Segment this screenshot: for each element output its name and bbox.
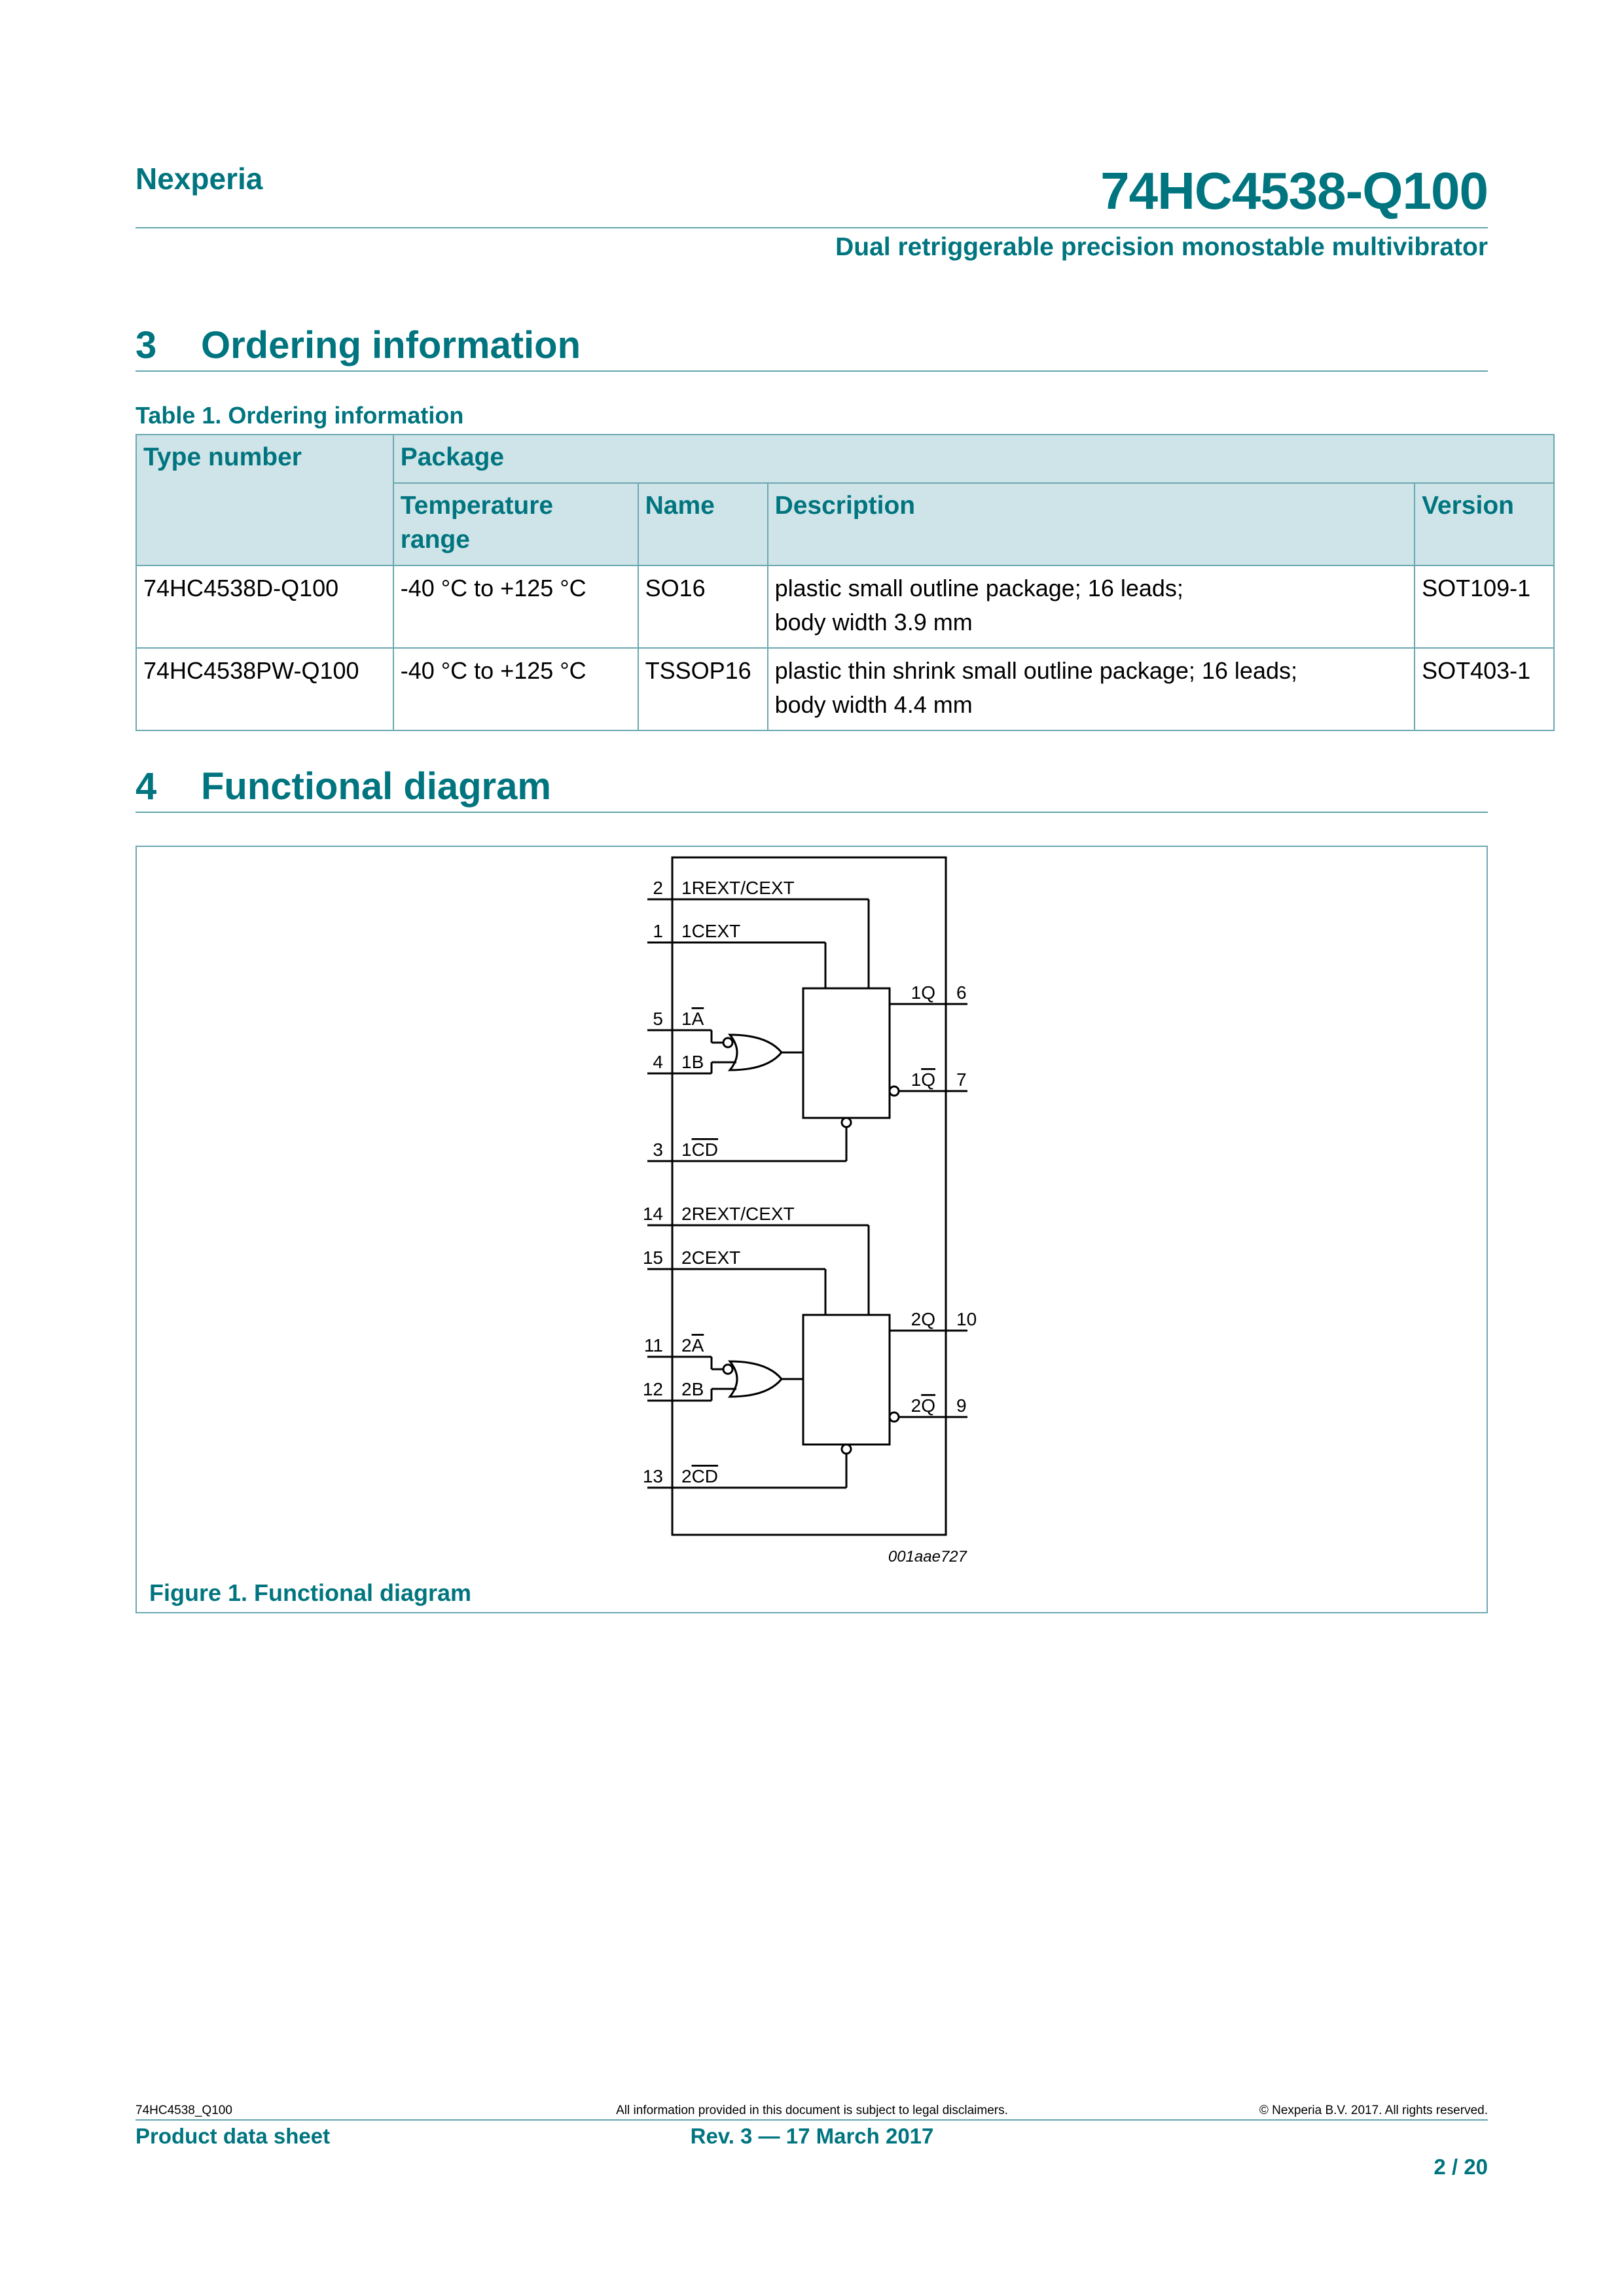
pin-label: 2REXT/CEXT (681, 1204, 795, 1224)
cell-description (768, 565, 1415, 648)
pin-number: 6 (956, 982, 967, 1003)
pin-number: 11 (643, 1335, 663, 1355)
pin-number: 4 (653, 1052, 663, 1072)
pin-label: 1CEXT (681, 921, 741, 941)
or-gate-2 (730, 1361, 782, 1397)
pin-label: 2Q (911, 1395, 935, 1416)
clear-bubble (842, 1118, 851, 1127)
footer-divider (135, 2119, 1488, 2121)
description-line: body width 3.9 mm (774, 609, 973, 636)
pin-label: 2CD (681, 1466, 719, 1486)
header-name: Name (638, 483, 768, 565)
package-outline (672, 857, 946, 1535)
cell-name: TSSOP16 (638, 648, 768, 730)
footer-copyright: © Nexperia B.V. 2017. All rights reserved. (1259, 2104, 1488, 2117)
cell-temperature-range: -40 °C to +125 °C (393, 565, 638, 648)
header-package: Package (393, 435, 1554, 483)
pin-label: 1REXT/CEXT (681, 878, 795, 898)
pin-number: 15 (642, 1247, 663, 1268)
cell-version: SOT109-1 (1415, 565, 1554, 648)
clear-bubble (842, 1444, 851, 1454)
section-4-heading (135, 764, 551, 808)
pin-number: 5 (653, 1009, 663, 1029)
section-4-divider (135, 812, 1488, 813)
left-pin-labels (681, 878, 795, 1486)
pin-number: 7 (956, 1069, 967, 1090)
figure-caption: Figure 1. Functional diagram (149, 1579, 472, 1606)
cell-temperature-range: -40 °C to +125 °C (393, 648, 638, 730)
pin-number: 13 (642, 1466, 663, 1486)
cell-description (768, 648, 1415, 730)
cell-type-number: 74HC4538PW-Q100 (136, 648, 393, 730)
section-number: 3 (135, 324, 157, 367)
output-bubble (890, 1086, 899, 1096)
section-title: Ordering information (201, 324, 581, 367)
product-subtitle: Dual retriggerable precision monostable multivibrator (835, 233, 1488, 261)
header-temperature-range: Temperature range (393, 483, 638, 565)
pin-label: 2A (681, 1335, 704, 1355)
cell-type-number: 74HC4538D-Q100 (136, 565, 393, 648)
footer-page-number: 2 / 20 (1434, 2155, 1488, 2179)
pin-number: 1 (653, 921, 663, 941)
footer-doc-type: Product data sheet (135, 2124, 331, 2148)
product-title: 74HC4538-Q100 (1100, 162, 1488, 220)
pin-label: 2Q (911, 1309, 935, 1329)
output-bubble (890, 1412, 899, 1422)
section-3-divider (135, 370, 1488, 372)
table-caption: Table 1. Ordering information (135, 402, 464, 429)
description-line: plastic thin shrink small outline package; 16 leads; (774, 657, 1297, 684)
inverter-bubble (723, 1038, 732, 1047)
footer-doc-id: 74HC4538_Q100 (135, 2104, 232, 2117)
pin-label: 1B (681, 1052, 704, 1072)
pin-label: 1Q (911, 982, 935, 1003)
cell-version: SOT403-1 (1415, 648, 1554, 730)
functional-diagram (135, 846, 1488, 1579)
pin-number: 12 (642, 1379, 663, 1399)
company-name: Nexperia (135, 162, 263, 196)
monostable-block-2 (803, 1315, 890, 1444)
pin-label: 1CD (681, 1139, 719, 1160)
figure-code: 001aae727 (888, 1548, 967, 1566)
section-3-heading (135, 323, 581, 367)
pin-number: 14 (642, 1204, 663, 1224)
description-line: body width 4.4 mm (774, 691, 973, 718)
pin-label: 1A (681, 1009, 704, 1029)
ordering-table (135, 434, 1555, 731)
pin-label: 1Q (911, 1069, 935, 1090)
monostable-block-1 (803, 988, 890, 1118)
table-row (136, 648, 1554, 730)
or-gate-1 (730, 1035, 782, 1070)
right-pin-numbers (956, 982, 977, 1416)
section-number: 4 (135, 765, 157, 808)
inverter-bubble (723, 1365, 732, 1374)
description-line: plastic small outline package; 16 leads; (774, 575, 1183, 601)
section-title: Functional diagram (201, 765, 551, 808)
table-header-row (136, 435, 1554, 483)
pin-number: 10 (956, 1309, 977, 1329)
header-divider (135, 227, 1488, 228)
pin-number: 9 (956, 1395, 967, 1416)
header-type-number: Type number (136, 435, 393, 565)
right-pin-labels (911, 982, 935, 1416)
header-description: Description (768, 483, 1415, 565)
header-version: Version (1415, 483, 1554, 565)
pin-label: 2B (681, 1379, 704, 1399)
pin-number: 2 (653, 878, 663, 898)
cell-name: SO16 (638, 565, 768, 648)
footer-disclaimer-text: All information provided in this document is subject to legal disclaimers. (616, 2104, 1008, 2117)
left-pin-numbers (643, 878, 663, 1486)
pin-number: 3 (653, 1139, 663, 1160)
footer-revision: Rev. 3 — 17 March 2017 (690, 2124, 934, 2148)
table-row (136, 565, 1554, 648)
pin-label: 2CEXT (681, 1247, 741, 1268)
